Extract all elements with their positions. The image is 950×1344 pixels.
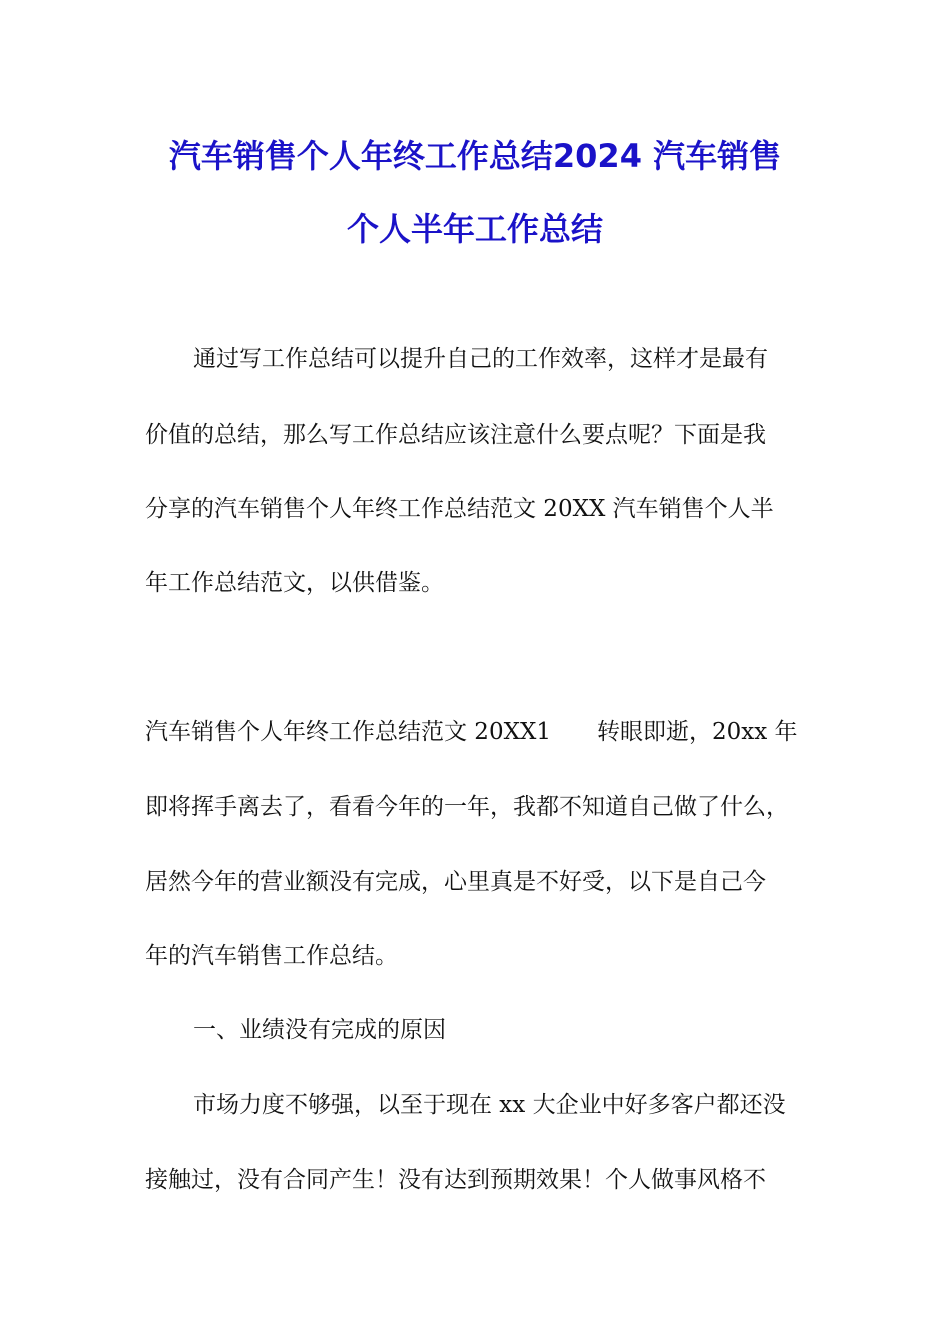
- paragraph-line: 年的汽车销售工作总结。: [145, 943, 398, 969]
- document-title-line-2: 个人半年工作总结: [346, 210, 603, 248]
- paragraph-line: 年工作总结范文，以供借鉴。: [145, 570, 444, 596]
- paragraph-line: 市场力度不够强，以至于现在 xx 大企业中好多客户都还没: [193, 1092, 786, 1118]
- document-title-line-1: 汽车销售个人年终工作总结2024 汽车销售: [168, 137, 782, 175]
- paragraph-line: 接触过，没有合同产生！没有达到预期效果！个人做事风格不: [145, 1167, 766, 1193]
- paragraph-line: 分享的汽车销售个人年终工作总结范文 20XX 汽车销售个人半: [145, 496, 774, 522]
- paragraph-line: 通过写工作总结可以提升自己的工作效率，这样才是最有: [193, 346, 768, 372]
- paragraph-line: 即将挥手离去了，看看今年的一年，我都不知道自己做了什么，: [145, 794, 789, 820]
- section-heading: 一、业绩没有完成的原因: [193, 1017, 446, 1043]
- paragraph-line: 汽车销售个人年终工作总结范文 20XX1 转眼即逝，20xx 年: [145, 719, 798, 745]
- paragraph-line: 居然今年的营业额没有完成，心里真是不好受，以下是自己今: [145, 869, 766, 895]
- paragraph-line: 价值的总结，那么写工作总结应该注意什么要点呢？下面是我: [145, 422, 766, 448]
